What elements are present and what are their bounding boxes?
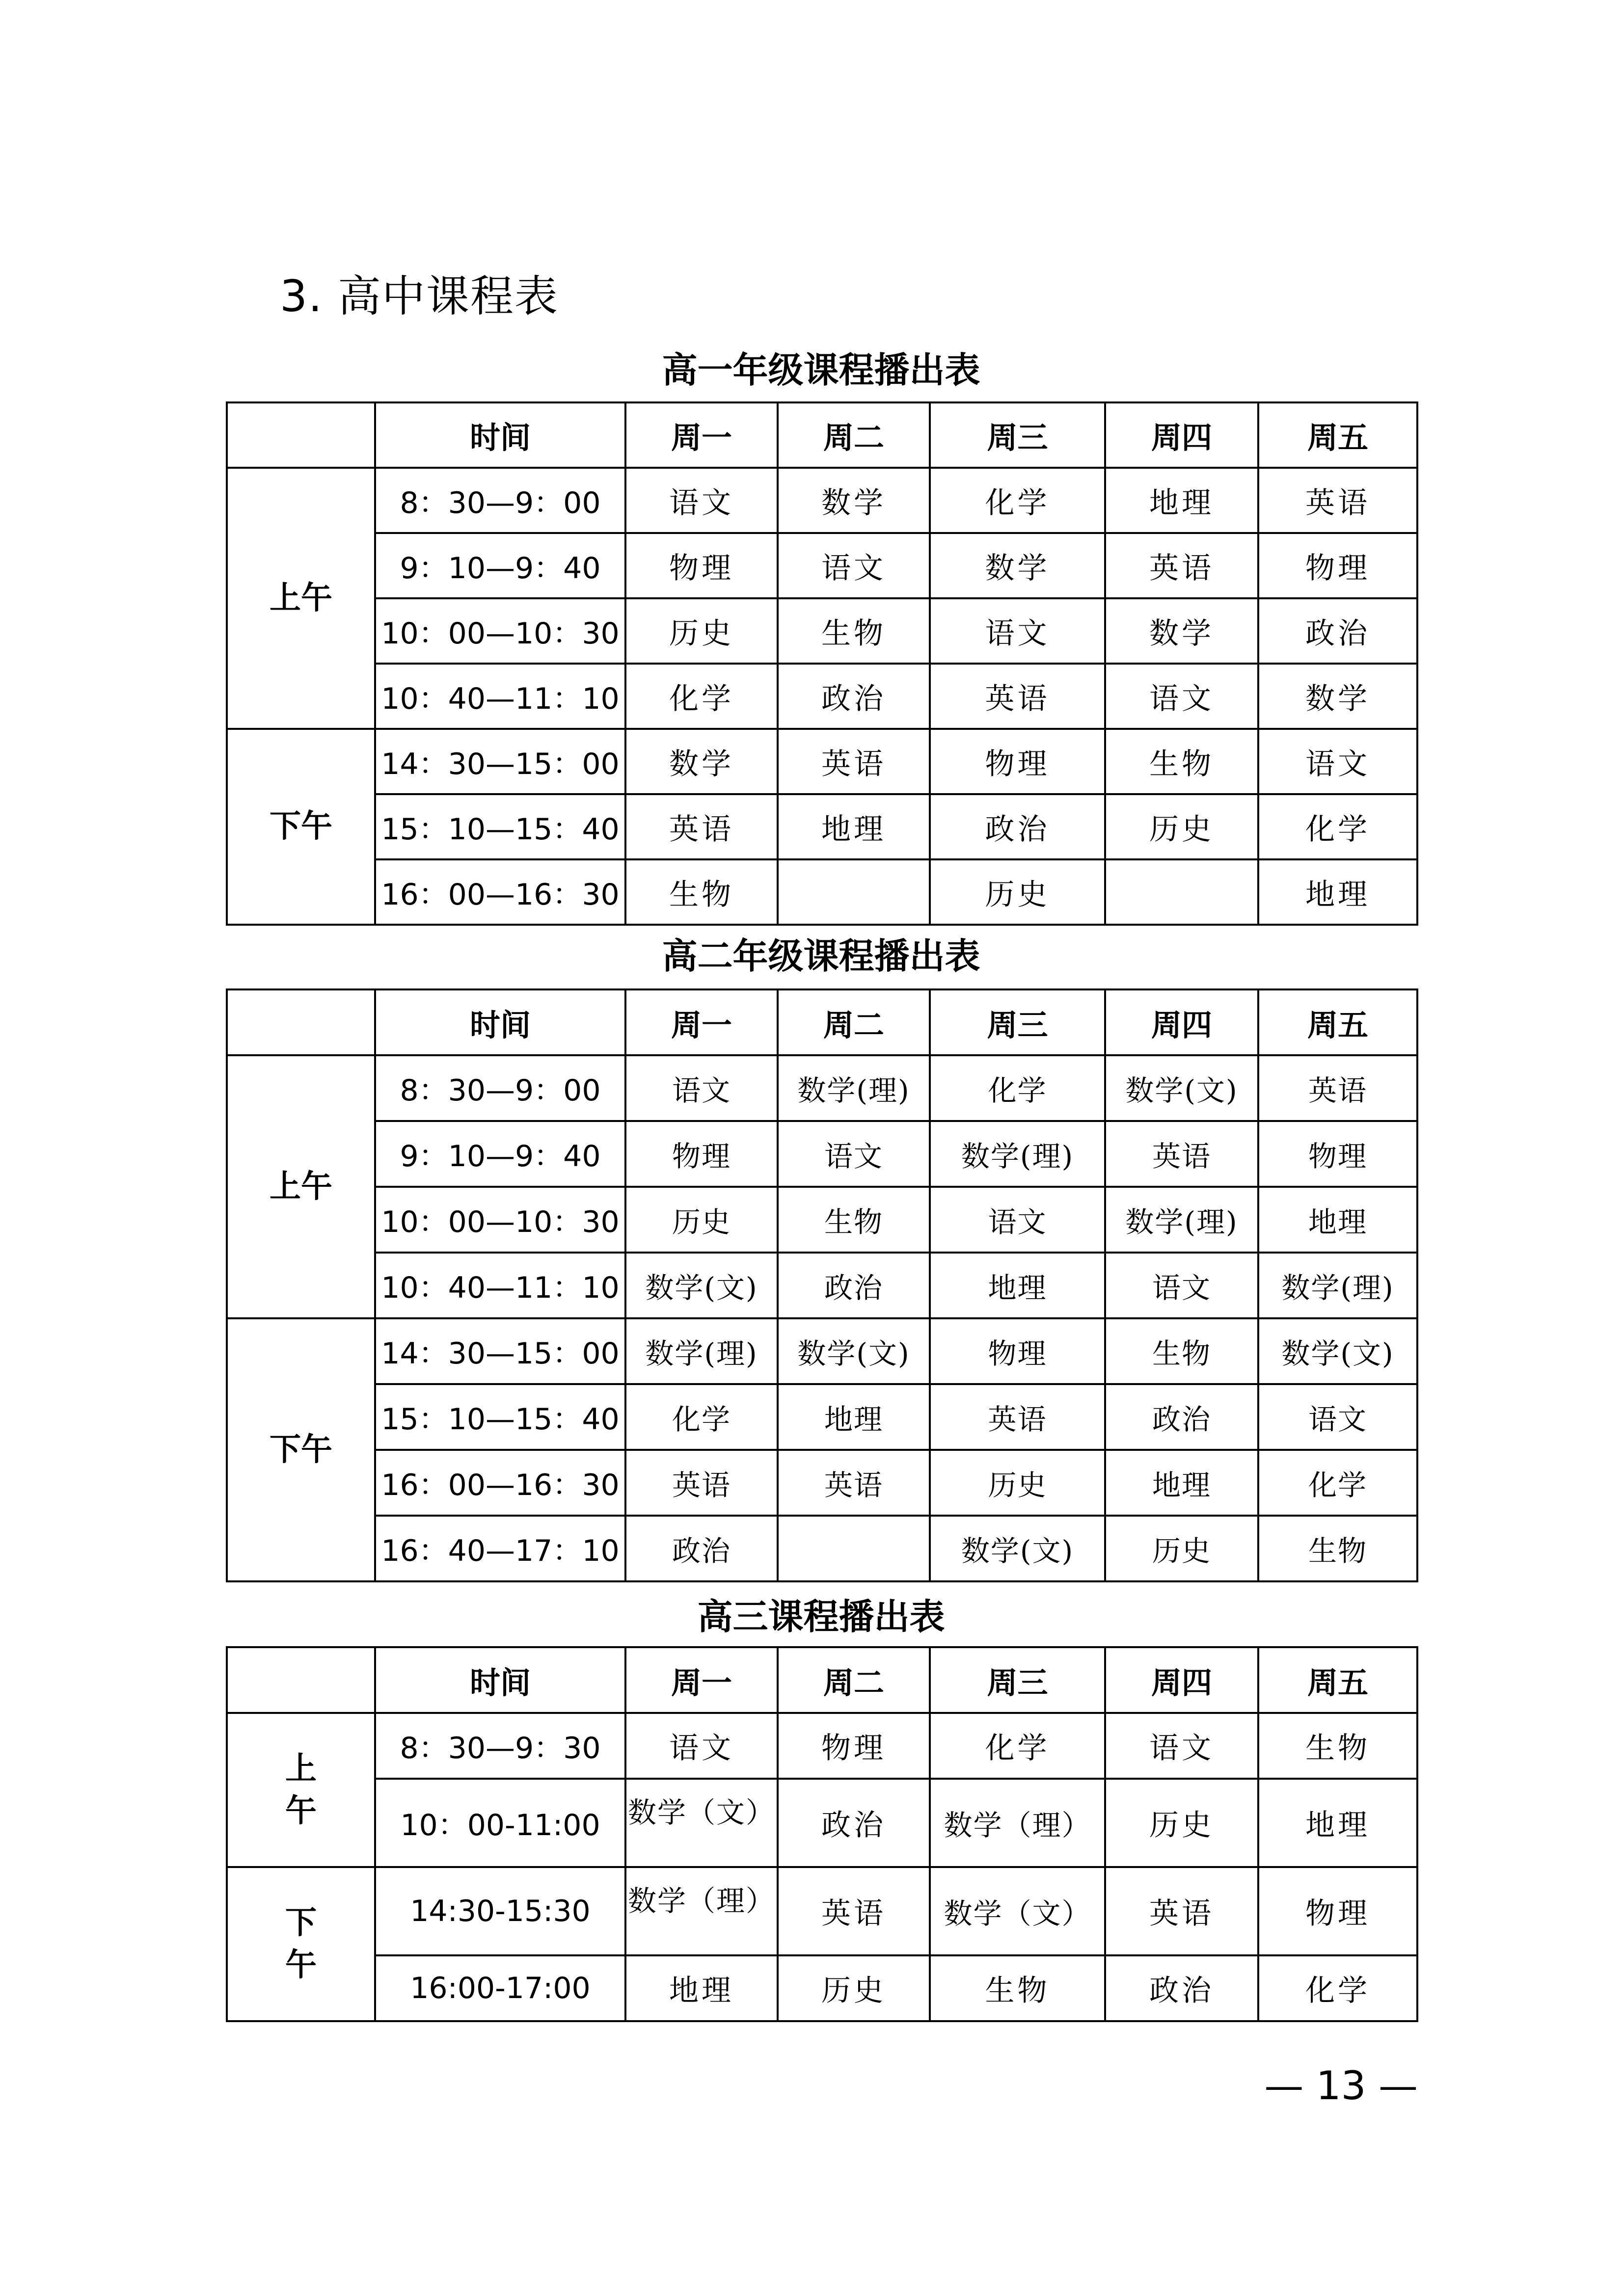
subject-cell: 政治 [1105, 1384, 1258, 1450]
subject-cell: 语文 [1105, 1713, 1258, 1779]
subject-cell: 物理 [930, 729, 1105, 794]
subject-cell: 地理 [778, 794, 930, 859]
subject-cell: 数学(文) [625, 1253, 778, 1318]
subject-cell: 语文 [930, 598, 1105, 664]
subject-cell: 语文 [930, 1187, 1105, 1253]
header-row [227, 402, 1417, 468]
time-cell: 9：10—9：40 [375, 1121, 625, 1187]
header-cell-wed: 周三 [930, 1647, 1105, 1713]
subject-cell: 化学 [930, 1713, 1105, 1779]
table-row [227, 598, 1417, 664]
subject-cell: 英语 [1105, 1867, 1258, 1955]
period-cell-morning: 上午 [227, 468, 375, 729]
subject-cell: 数学（理） [930, 1779, 1105, 1867]
header-cell-fri: 周五 [1258, 1647, 1417, 1713]
table-row [227, 1867, 1417, 1955]
time-cell: 8：30—9：00 [375, 468, 625, 533]
header-cell-wed: 周三 [930, 989, 1105, 1055]
table-row [227, 468, 1417, 533]
period-cell-afternoon: 下午 [227, 1318, 375, 1581]
table-row [227, 1055, 1417, 1121]
subject-cell: 化学 [930, 468, 1105, 533]
subject-cell: 语文 [1105, 1253, 1258, 1318]
time-cell: 10：40—11：10 [375, 1253, 625, 1318]
header-cell-thu: 周四 [1105, 402, 1258, 468]
table-row [227, 1516, 1417, 1581]
header-cell-blank [227, 402, 375, 468]
subject-cell: 政治 [625, 1516, 778, 1581]
subject-cell: 语文 [625, 1713, 778, 1779]
subject-cell: 英语 [778, 1867, 930, 1955]
header-cell-blank [227, 1647, 375, 1713]
table-row [227, 1713, 1417, 1779]
subject-cell: 生物 [625, 859, 778, 925]
subject-cell: 语文 [778, 533, 930, 598]
subject-cell: 英语 [1105, 533, 1258, 598]
subject-cell: 英语 [625, 794, 778, 859]
table-title-grade-10: 高一年级课程播出表 [662, 349, 980, 391]
schedule-table-grade-10 [226, 401, 1418, 926]
subject-cell [778, 859, 930, 925]
subject-cell: 地理 [1105, 1450, 1258, 1516]
table-row [227, 664, 1417, 729]
header-cell-mon: 周一 [625, 1647, 778, 1713]
subject-cell: 历史 [930, 1450, 1105, 1516]
subject-cell: 英语 [625, 1450, 778, 1516]
time-cell: 15：10—15：40 [375, 1384, 625, 1450]
table-row [227, 1955, 1417, 2021]
subject-cell: 政治 [930, 794, 1105, 859]
subject-cell: 地理 [1258, 1779, 1417, 1867]
table-row [227, 1318, 1417, 1384]
subject-cell: 化学 [930, 1055, 1105, 1121]
table-row [227, 1779, 1417, 1867]
time-cell: 16:00-17:00 [375, 1955, 625, 2021]
subject-cell: 数学(文) [1258, 1318, 1417, 1384]
subject-cell: 物理 [1258, 1867, 1417, 1955]
schedule-table-grade-12 [226, 1646, 1418, 2022]
subject-cell: 英语 [930, 664, 1105, 729]
subject-cell: 数学(文) [930, 1516, 1105, 1581]
subject-cell: 政治 [1258, 598, 1417, 664]
table-title-grade-12: 高三课程播出表 [697, 1596, 945, 1637]
table-row [227, 729, 1417, 794]
header-cell-tue: 周二 [778, 402, 930, 468]
subject-cell: 数学(文) [1105, 1055, 1258, 1121]
header-cell-wed: 周三 [930, 402, 1105, 468]
subject-cell: 物理 [778, 1713, 930, 1779]
table-row [227, 1187, 1417, 1253]
header-cell-thu: 周四 [1105, 1647, 1258, 1713]
header-cell-mon: 周一 [625, 989, 778, 1055]
subject-cell: 化学 [1258, 1450, 1417, 1516]
header-cell-thu: 周四 [1105, 989, 1258, 1055]
table-title-grade-11: 高二年级课程播出表 [662, 935, 980, 977]
subject-cell: 数学(理) [1105, 1187, 1258, 1253]
page-number: — 13 — [1264, 2063, 1418, 2109]
subject-cell: 历史 [930, 859, 1105, 925]
subject-cell: 语文 [625, 1055, 778, 1121]
subject-cell: 化学 [625, 1384, 778, 1450]
subject-cell: 数学（理） [625, 1867, 778, 1955]
time-cell: 16：00—16：30 [375, 1450, 625, 1516]
time-cell: 15：10—15：40 [375, 794, 625, 859]
time-cell: 16：00—16：30 [375, 859, 625, 925]
subject-cell: 政治 [1105, 1955, 1258, 2021]
time-cell: 9：10—9：40 [375, 533, 625, 598]
time-cell: 8：30—9：00 [375, 1055, 625, 1121]
subject-cell [778, 1516, 930, 1581]
table-row [227, 794, 1417, 859]
header-row [227, 1647, 1417, 1713]
subject-cell: 化学 [1258, 794, 1417, 859]
header-cell-tue: 周二 [778, 1647, 930, 1713]
period-cell-afternoon: 下午 [227, 729, 375, 925]
subject-cell: 生物 [1105, 729, 1258, 794]
time-cell: 14：30—15：00 [375, 1318, 625, 1384]
time-cell: 16：40—17：10 [375, 1516, 625, 1581]
subject-cell: 地理 [1258, 1187, 1417, 1253]
section-heading: 3. 高中课程表 [280, 271, 559, 321]
time-cell: 10：00-11:00 [375, 1779, 625, 1867]
table-row [227, 533, 1417, 598]
subject-cell: 数学 [1105, 598, 1258, 664]
subject-cell: 历史 [1105, 1516, 1258, 1581]
subject-cell: 历史 [1105, 1779, 1258, 1867]
period-cell-morning: 上午 [227, 1055, 375, 1318]
table-row [227, 1253, 1417, 1318]
subject-cell: 地理 [778, 1384, 930, 1450]
subject-cell: 语文 [778, 1121, 930, 1187]
subject-cell: 化学 [1258, 1955, 1417, 2021]
subject-cell: 地理 [1258, 859, 1417, 925]
subject-cell: 数学(理) [778, 1055, 930, 1121]
subject-cell: 数学(理) [625, 1318, 778, 1384]
subject-cell: 英语 [1258, 1055, 1417, 1121]
subject-cell: 化学 [625, 664, 778, 729]
subject-cell: 物理 [625, 1121, 778, 1187]
subject-cell: 生物 [1105, 1318, 1258, 1384]
table-row [227, 1384, 1417, 1450]
period-cell-afternoon: 下 午 [227, 1867, 375, 2021]
time-cell: 10：00—10：30 [375, 1187, 625, 1253]
time-cell: 14：30—15：00 [375, 729, 625, 794]
subject-cell: 数学（文） [625, 1779, 778, 1867]
table-row [227, 1121, 1417, 1187]
subject-cell: 英语 [1258, 468, 1417, 533]
subject-cell: 数学 [1258, 664, 1417, 729]
subject-cell: 英语 [778, 729, 930, 794]
subject-cell: 地理 [625, 1955, 778, 2021]
subject-cell: 政治 [778, 1779, 930, 1867]
subject-cell: 物理 [930, 1318, 1105, 1384]
subject-cell: 数学(文) [778, 1318, 930, 1384]
subject-cell: 英语 [930, 1384, 1105, 1450]
time-cell: 14:30-15:30 [375, 1867, 625, 1955]
subject-cell: 语文 [1105, 664, 1258, 729]
subject-cell: 历史 [625, 1187, 778, 1253]
time-cell: 8：30—9：30 [375, 1713, 625, 1779]
subject-cell: 历史 [778, 1955, 930, 2021]
subject-cell: 英语 [1105, 1121, 1258, 1187]
header-cell-mon: 周一 [625, 402, 778, 468]
header-cell-tue: 周二 [778, 989, 930, 1055]
subject-cell: 数学 [930, 533, 1105, 598]
subject-cell: 语文 [625, 468, 778, 533]
subject-cell: 物理 [625, 533, 778, 598]
time-cell: 10：40—11：10 [375, 664, 625, 729]
schedule-table-grade-11 [226, 988, 1418, 1582]
table-row [227, 859, 1417, 925]
table-row [227, 1450, 1417, 1516]
subject-cell: 生物 [778, 598, 930, 664]
subject-cell: 数学 [625, 729, 778, 794]
subject-cell: 语文 [1258, 729, 1417, 794]
subject-cell: 生物 [1258, 1713, 1417, 1779]
subject-cell: 数学 [778, 468, 930, 533]
subject-cell: 地理 [930, 1253, 1105, 1318]
period-cell-morning: 上 午 [227, 1713, 375, 1867]
subject-cell: 政治 [778, 664, 930, 729]
header-cell-time: 时间 [375, 989, 625, 1055]
subject-cell: 历史 [1105, 794, 1258, 859]
time-cell: 10：00—10：30 [375, 598, 625, 664]
subject-cell: 生物 [1258, 1516, 1417, 1581]
subject-cell: 英语 [778, 1450, 930, 1516]
subject-cell: 数学（文） [930, 1867, 1105, 1955]
subject-cell: 数学(理) [1258, 1253, 1417, 1318]
header-cell-fri: 周五 [1258, 402, 1417, 468]
header-row [227, 989, 1417, 1055]
subject-cell [1105, 859, 1258, 925]
header-cell-fri: 周五 [1258, 989, 1417, 1055]
subject-cell: 物理 [1258, 1121, 1417, 1187]
header-cell-time: 时间 [375, 402, 625, 468]
subject-cell: 生物 [778, 1187, 930, 1253]
subject-cell: 数学(理) [930, 1121, 1105, 1187]
subject-cell: 语文 [1258, 1384, 1417, 1450]
subject-cell: 历史 [625, 598, 778, 664]
subject-cell: 政治 [778, 1253, 930, 1318]
subject-cell: 生物 [930, 1955, 1105, 2021]
subject-cell: 物理 [1258, 533, 1417, 598]
subject-cell: 地理 [1105, 468, 1258, 533]
header-cell-time: 时间 [375, 1647, 625, 1713]
header-cell-blank [227, 989, 375, 1055]
